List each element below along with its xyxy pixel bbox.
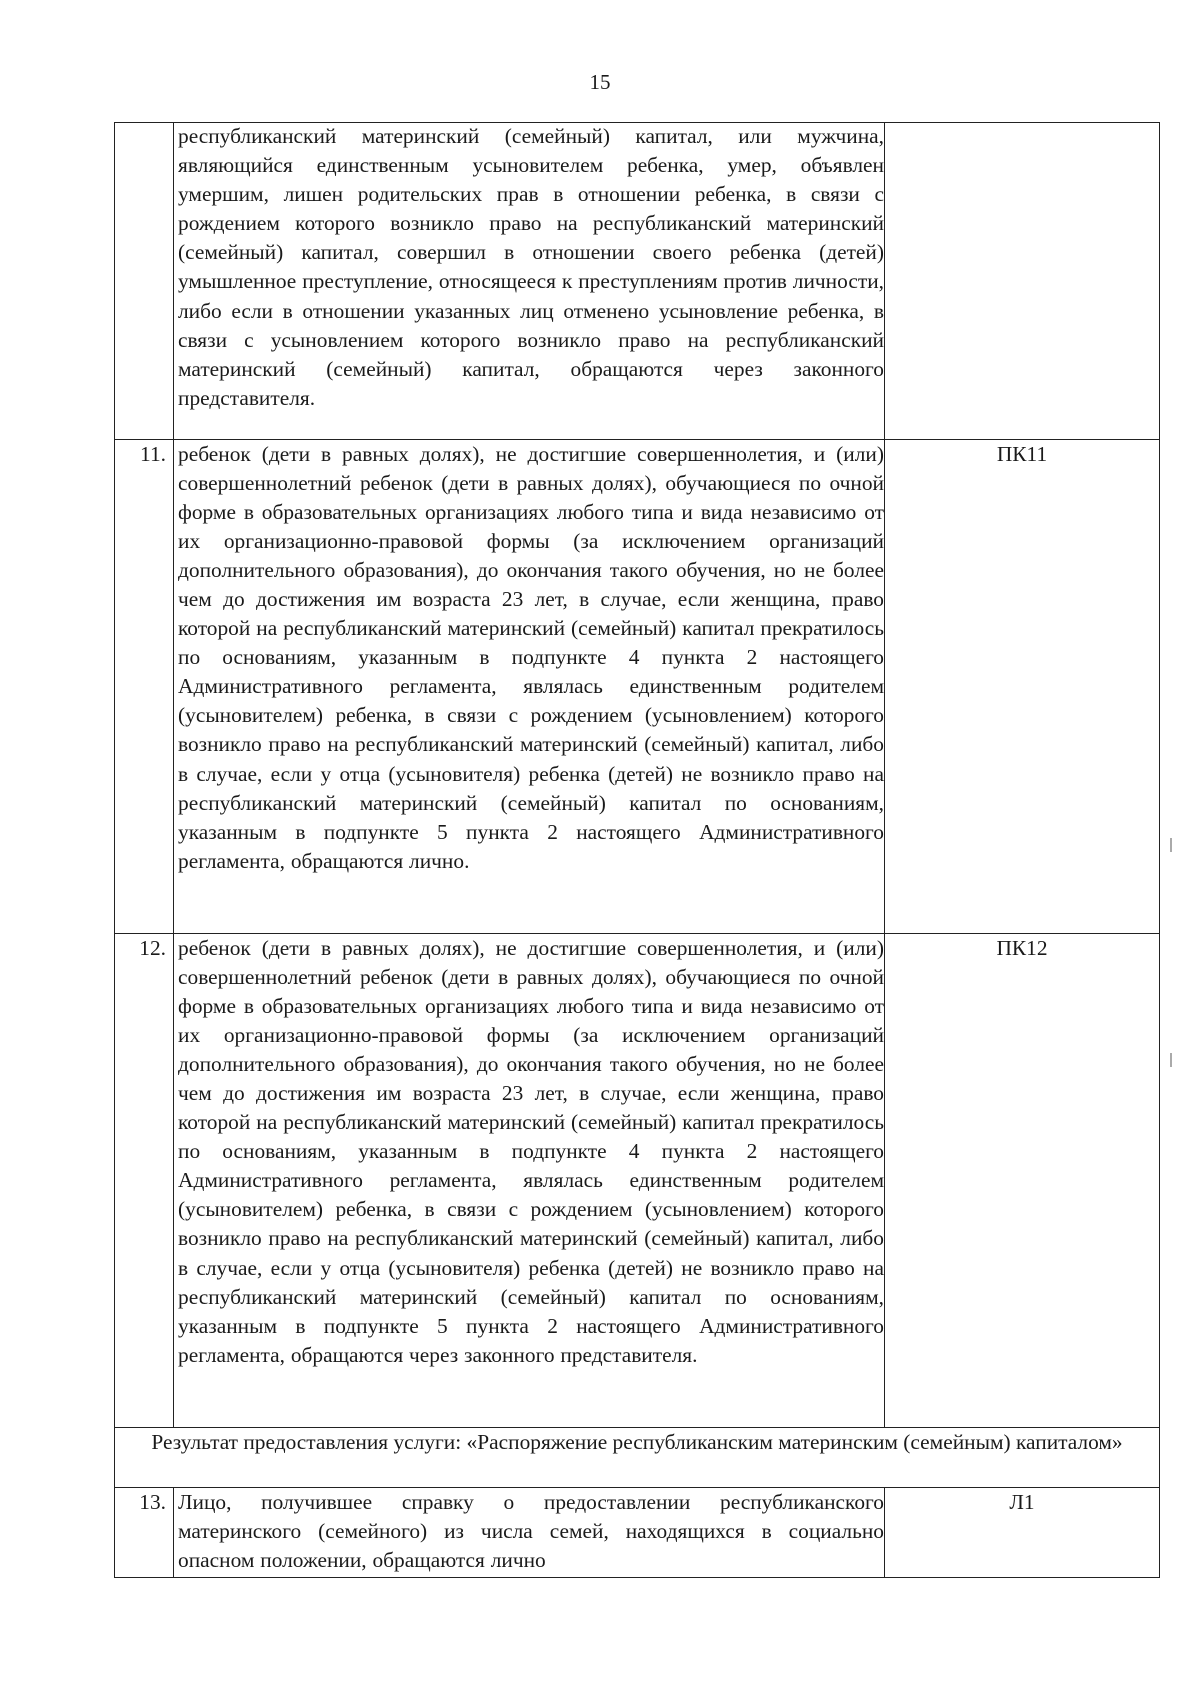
row-number: 13. [115,1487,174,1577]
scan-margin-mark [1170,1053,1172,1067]
page-number: 15 [589,70,611,94]
row-number: 12. [115,933,174,1427]
table-row [115,1487,1160,1577]
section-header-row [115,1427,1160,1487]
row-applicant-text: ребенок (дети в равных долях), не достигшие совершеннолетия, и (или) совершеннолетний ребенок (дети в равных долях), обучающиеся по очной форме в образовательных организациях любого типа и вида независимо от их организационно-правовой формы (за исключением организаций дополнительного образования), до окончания такого обучения, но не более чем до достижения им возраста 23 лет, в случае, если женщина, право которой на республиканский материнский (семейный) капитал прекратилось по основаниям, указанным в подпункте 4 пункта 2 настоящего Административного регламента, являлась единственным родителем (усыновителем) ребенка, в связи с рождением (усыновлением) которого возникло право на республиканский материнский (семейный) капитал, либо в случае, если у отца (усыновителя) ребенка (детей) не возникло право на республиканский материнский (семейный) капитал по основаниям, указанным в подпункте 5 пункта 2 настоящего Административного регламента, обращаются через законного представителя. [174,933,885,1427]
row-code: ПК11 [885,439,1160,933]
scan-margin-mark [1170,838,1172,852]
section-header: Результат предоставления услуги: «Распоряжение республиканским материнским (семейным) капиталом» [115,1427,1160,1487]
row-number: 11. [115,439,174,933]
row-code: ПК12 [885,933,1160,1427]
row-code: Л1 [885,1487,1160,1577]
applicants-table [114,122,1160,1578]
row-applicant-text: ребенок (дети в равных долях), не достигшие совершеннолетия, и (или) совершеннолетний ребенок (дети в равных долях), обучающиеся по очной форме в образовательных организациях любого типа и вида независимо от их организационно-правовой формы (за исключением организаций дополнительного образования), до окончания такого обучения, но не более чем до достижения им возраста 23 лет, в случае, если женщина, право которой на республиканский материнский (семейный) капитал прекратилось по основаниям, указанным в подпункте 4 пункта 2 настоящего Административного регламента, являлась единственным родителем (усыновителем) ребенка, в связи с рождением (усыновлением) которого возникло право на республиканский материнский (семейный) капитал, либо в случае, если у отца (усыновителя) ребенка (детей) не возникло право на республиканский материнский (семейный) капитал по основаниям, указанным в подпункте 5 пункта 2 настоящего Административного регламента, обращаются лично. [174,439,885,933]
row-applicant-text: Лицо, получившее справку о предоставлении республиканского материнского (семейного) из числа семей, находящихся в социально опасном положении, обращаются лично [174,1487,885,1577]
row-code [885,122,1160,439]
table-row [115,439,1160,933]
row-applicant-text: республиканский материнский (семейный) капитал, или мужчина, являющийся единственным усыновителем ребенка, умер, объявлен умершим, лишен родительских прав в отношении ребенка, в связи с рождением которого возникло право на республиканский материнский (семейный) капитал, совершил в отношении своего ребенка (детей) умышленное преступление, относящееся к преступлениям против личности, либо если в отношении указанных лиц отменено усыновление ребенка, в связи с усыновлением которого возникло право на республиканский материнский (семейный) капитал, обращаются через законного представителя. [174,122,885,439]
row-number [115,122,174,439]
table-row [115,933,1160,1427]
table-row [115,122,1160,439]
